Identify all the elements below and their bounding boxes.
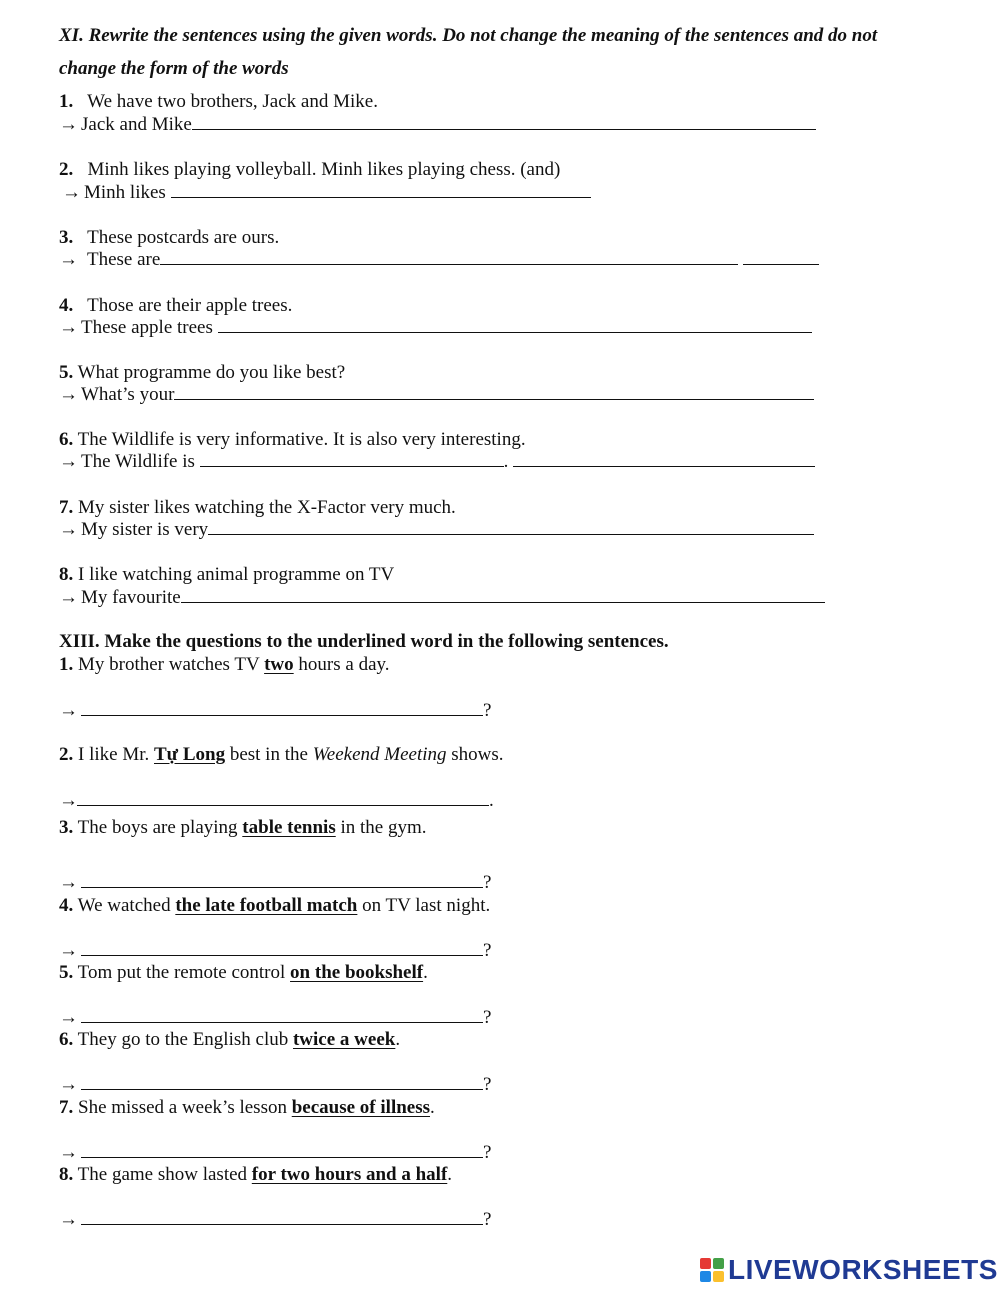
prompt-text: These are: [87, 249, 161, 270]
s1-item-6-sentence: [59, 429, 526, 451]
arrow-icon: →: [59, 451, 78, 472]
s2-answer-input-7[interactable]: [82, 1142, 482, 1162]
item-number: 7.: [59, 497, 74, 518]
sentence-post: hours a day.: [293, 654, 390, 675]
s2-item-3-sentence: [59, 817, 427, 839]
end-punctuation: ?: [483, 1007, 492, 1028]
s1-item-2-sentence: [59, 159, 560, 181]
sentence-mid: best in the: [225, 744, 313, 765]
sentence-post: .: [423, 962, 428, 983]
section1-title-line2: change the form of the words: [59, 58, 289, 79]
arrow-icon: →: [59, 587, 78, 608]
s2-answer-input-6[interactable]: [82, 1074, 482, 1094]
sentence-pre: She missed a week’s lesson: [78, 1097, 292, 1118]
prompt-text: Jack and Mike: [81, 114, 192, 135]
s1-answer-input-1[interactable]: [200, 114, 820, 134]
item-number: 5.: [59, 362, 74, 383]
sentence-post: shows.: [446, 744, 504, 765]
item-number: 2.: [59, 159, 74, 180]
end-punctuation: .: [489, 790, 494, 811]
end-punctuation: ?: [483, 1209, 492, 1230]
s2-item-8-sentence: [59, 1164, 452, 1186]
item-number: 8.: [59, 1164, 74, 1185]
sentence-pre: Tom put the remote control: [77, 962, 291, 983]
sentence-text: What programme do you like best?: [77, 362, 346, 383]
item-number: 8.: [59, 564, 74, 585]
liveworksheets-logo: [700, 1255, 998, 1285]
answer-line-lead: [181, 601, 199, 603]
arrow-icon: →: [59, 940, 78, 961]
end-punctuation: ?: [483, 872, 492, 893]
end-punctuation: ?: [483, 1074, 492, 1095]
sentence-post: .: [447, 1164, 453, 1185]
s1-item-1-sentence: [59, 91, 378, 113]
s1-item-8-sentence: [59, 564, 394, 586]
s2-answer-input-1[interactable]: [82, 700, 482, 720]
prompt-text: My sister is very: [81, 519, 209, 540]
s1-answer-input-3[interactable]: [165, 249, 740, 269]
end-punctuation: ?: [483, 700, 492, 721]
arrow-icon: →: [59, 1142, 78, 1163]
sentence-text: We have two brothers, Jack and Mike.: [87, 91, 378, 112]
s1-answer-input-8[interactable]: [206, 587, 820, 607]
sentence-text: I like watching animal programme on TV: [78, 564, 395, 585]
arrow-icon: →: [62, 182, 81, 203]
arrow-icon: →: [59, 1209, 78, 1230]
sentence-post: .: [395, 1029, 401, 1050]
sentence-post: in the gym.: [335, 817, 427, 838]
logo-mark-icon: [700, 1258, 724, 1282]
section2-title: XIII. Make the questions to the underlined word in the following sentences.: [59, 631, 669, 652]
sentence-pre: They go to the English club: [77, 1029, 293, 1050]
underlined-word: because of illness: [291, 1097, 431, 1118]
s2-item-6-sentence: [59, 1029, 400, 1051]
s1-answer-input-7[interactable]: [216, 519, 818, 539]
s1-answer-input-4[interactable]: [228, 317, 818, 337]
logo-text: LIVEWORKSHEETS: [728, 1254, 998, 1285]
sentence-pre: I like Mr.: [78, 744, 154, 765]
arrow-icon: →: [59, 700, 78, 721]
s2-answer-input-4[interactable]: [82, 940, 482, 960]
show-name: Weekend Meeting: [312, 744, 447, 765]
sentence-pre: The boys are playing: [77, 817, 243, 838]
item-number: 3.: [59, 227, 74, 248]
sentence-text: The Wildlife is very informative. It is also very interesting.: [77, 429, 526, 450]
section1-title-line1: XI. Rewrite the sentences using the given words. Do not change the meaning of the sentences and do not: [59, 25, 878, 46]
underlined-word: for two hours and a half: [251, 1164, 448, 1185]
s2-answer-input-3[interactable]: [82, 872, 482, 892]
answer-line-extra: [743, 263, 819, 265]
s1-item-3-sentence: [59, 227, 279, 249]
s2-answer-input-8[interactable]: [82, 1209, 482, 1229]
s1-answer-input-6a[interactable]: [206, 451, 506, 471]
prompt-text: Minh likes: [84, 182, 166, 203]
sentence-text: Minh likes playing volleyball. Minh likes playing chess. (and): [87, 159, 561, 180]
s1-item-5-sentence: [59, 362, 345, 384]
sentence-pre: My brother watches TV: [78, 654, 265, 675]
s1-item-7-sentence: [59, 497, 456, 519]
sentence-text: Those are their apple trees.: [87, 295, 293, 316]
s2-item-1-sentence: [59, 654, 390, 676]
item-number: 7.: [59, 1097, 74, 1118]
underlined-word: on the bookshelf: [290, 962, 424, 983]
prompt-text: The Wildlife is: [81, 451, 195, 472]
s1-answer-input-6b[interactable]: [520, 451, 820, 471]
arrow-icon: →: [59, 1074, 78, 1095]
sentence-post: on TV last night.: [357, 895, 491, 916]
underlined-word: twice a week: [292, 1029, 396, 1050]
s2-answer-input-2[interactable]: [78, 790, 488, 810]
sentence-pre: The game show lasted: [77, 1164, 252, 1185]
arrow-icon: →: [59, 114, 78, 135]
arrow-icon: →: [59, 384, 78, 405]
s1-item-4-sentence: [59, 295, 292, 317]
underlined-word: Tự Long: [154, 744, 226, 765]
item-number: 3.: [59, 817, 74, 838]
item-number: 4.: [59, 895, 74, 916]
underlined-word: two: [264, 654, 294, 675]
s2-answer-input-5[interactable]: [82, 1007, 482, 1027]
underlined-word: the late football match: [175, 895, 358, 916]
s1-answer-input-2[interactable]: [178, 182, 596, 202]
prompt-text: These apple trees: [81, 317, 213, 338]
item-number: 1.: [59, 91, 74, 112]
s1-answer-input-5[interactable]: [184, 384, 820, 404]
item-number: 2.: [59, 744, 74, 765]
underlined-word: table tennis: [242, 817, 336, 838]
sentence-text: These postcards are ours.: [87, 227, 280, 248]
end-punctuation: ?: [483, 940, 492, 961]
arrow-icon: →: [59, 519, 78, 540]
s2-item-5-sentence: [59, 962, 428, 984]
arrow-icon: →: [59, 1007, 78, 1028]
arrow-icon: →: [59, 872, 78, 893]
sentence-post: .: [430, 1097, 435, 1118]
prompt-text: My favourite: [81, 587, 181, 608]
item-number: 6.: [59, 429, 74, 450]
punctuation: .: [503, 451, 509, 472]
item-number: 4.: [59, 295, 74, 316]
prompt-text: What’s your: [81, 384, 175, 405]
s2-item-2-sentence: [59, 744, 504, 766]
s2-item-7-sentence: [59, 1097, 435, 1119]
arrow-icon: →: [59, 249, 78, 270]
end-punctuation: ?: [483, 1142, 492, 1163]
item-number: 1.: [59, 654, 74, 675]
item-number: 6.: [59, 1029, 74, 1050]
item-number: 5.: [59, 962, 74, 983]
sentence-pre: We watched: [77, 895, 176, 916]
arrow-icon: →: [59, 317, 78, 338]
s2-item-4-sentence: [59, 895, 490, 917]
arrow-icon: →: [59, 790, 78, 811]
sentence-text: My sister likes watching the X-Factor very much.: [78, 497, 456, 518]
